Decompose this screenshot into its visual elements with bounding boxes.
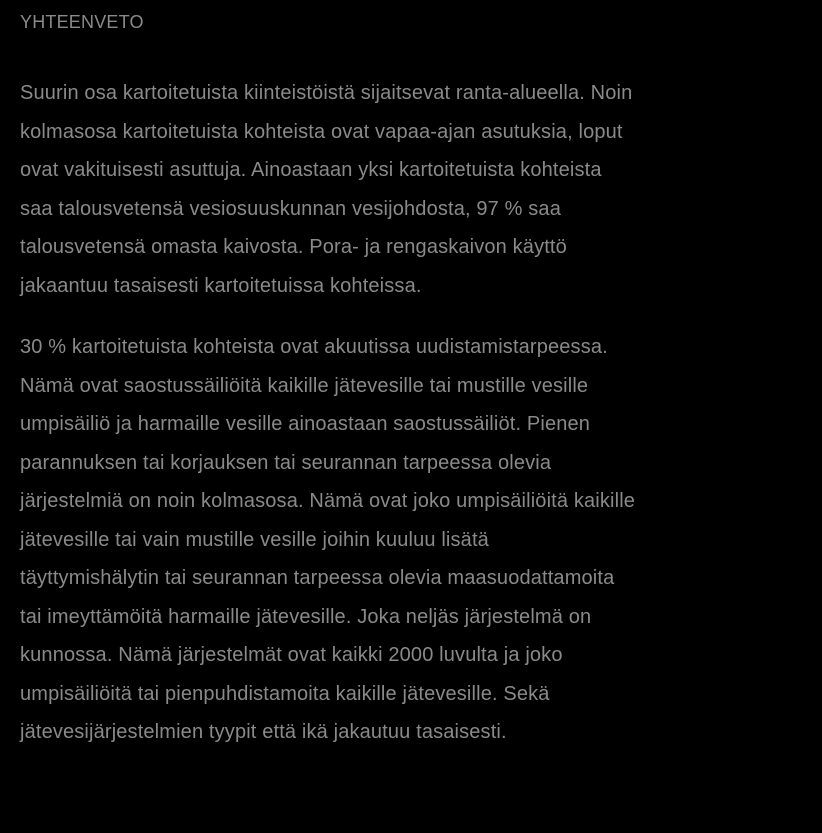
text-line: 30 % kartoitetuista kohteista ovat akuutissa uudistamistarpeessa.	[20, 336, 608, 358]
text-line: tai imeyttämöitä harmaille jätevesille. Joka neljäs järjestelmä on	[20, 605, 592, 628]
paragraph-summary-1	[20, 74, 810, 305]
text-line: kunnossa. Nämä järjestelmät ovat kaikki 2000 luvulta ja joko	[20, 644, 563, 666]
text-line: umpisäiliöitä tai pienpuhdistamoita kaikille jätevesille. Sekä	[20, 682, 550, 705]
text-line: parannuksen tai korjauksen tai seurannan tarpeessa olevia	[20, 451, 552, 474]
text-line: umpisäiliö ja harmaille vesille ainoastaan saostussäiliöt. Pienen	[20, 413, 591, 435]
text-line: kolmasosa kartoitetuista kohteista ovat vapaa-ajan asutuksia, loput	[20, 120, 623, 143]
text-line: saa talousvetensä vesiosuuskunnan vesijohdosta, 97 % saa	[20, 197, 561, 220]
text-line: täyttymishälytin tai seurannan tarpeessa olevia maasuodattamoita	[20, 567, 615, 589]
text-line: ovat vakituisesti asuttuja. Ainoastaan yksi kartoitetuista kohteista	[20, 159, 602, 181]
text-line: järjestelmiä on noin kolmasosa. Nämä ovat joko umpisäiliöitä kaikille	[20, 490, 636, 512]
text-line: talousvetensä omasta kaivosta. Pora- ja rengaskaivon käyttö	[20, 236, 567, 258]
text-line: Suurin osa kartoitetuista kiinteistöistä sijaitsevat ranta-alueella. Noin	[20, 82, 633, 104]
text-line: jätevesille tai vain mustille vesille joihin kuuluu lisätä	[20, 528, 489, 551]
text-line: jätevesijärjestelmien tyypit että ikä jakautuu tasaisesti.	[20, 721, 507, 743]
paragraph-summary-2	[20, 328, 810, 752]
section-heading: YHTEENVETO	[20, 12, 144, 32]
text-line: jakaantuu tasaisesti kartoitetuissa kohteissa.	[20, 274, 422, 297]
text-line: Nämä ovat saostussäiliöitä kaikille jätevesille tai mustille vesille	[20, 374, 589, 397]
document-body	[20, 0, 810, 752]
